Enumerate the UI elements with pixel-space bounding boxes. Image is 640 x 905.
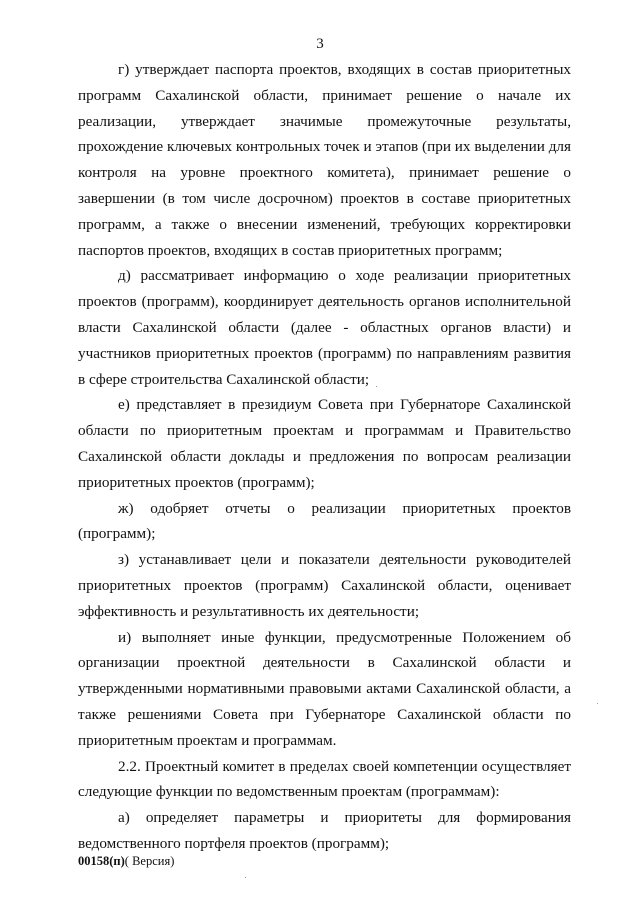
paragraph-i: и) выполняет иные функции, предусмотренные Положением об организации проектной деятельности в Сахалинской области и утвержденными нормативными правовыми актами Сахалинской области, а также решениями Совета при Губернаторе Сахалинской области по приоритетным проектам и программам. xyxy=(78,628,571,749)
paragraph-e: е) представляет в президиум Совета при Губернаторе Сахалинской области по приоритетным проектам и программам и Правительство Сахалинской области доклады и предложения по вопросам реализации приоритетных проектов (программ); xyxy=(78,396,571,491)
scan-speck xyxy=(376,386,377,387)
document-body xyxy=(78,57,571,857)
page-number: 3 xyxy=(316,36,324,52)
document-version: ( Версия) xyxy=(124,854,175,868)
document-footer xyxy=(78,854,174,869)
paragraph-d: д) рассматривает информацию о ходе реализации приоритетных проектов (программ), координирует деятельность органов исполнительной власти Сахалинской области (далее - областных органов власти) и участников приоритетных проектов (программ) по направлениям развития в сфере строительства Сахалинской области; xyxy=(78,267,571,388)
scan-speck xyxy=(245,877,246,878)
paragraph-z: з) устанавливает цели и показатели деятельности руководителей приоритетных проектов (программ) Сахалинской области, оценивает эффективность и результативность их деятельности; xyxy=(78,551,571,620)
paragraph-zh: ж) одобряет отчеты о реализации приоритетных проектов (программ); xyxy=(78,499,571,543)
scan-speck xyxy=(597,703,598,704)
paragraph-2-2: 2.2. Проектный комитет в пределах своей компетенции осуществляет следующие функции по ведомственным проектам (программам): xyxy=(78,757,571,801)
paragraph-g: г) утверждает паспорта проектов, входящих в состав приоритетных программ Сахалинской области, принимает решение о начале их реализации, утверждает значимые промежуточные результаты, прохождение ключевых контрольных точек и этапов (при их выделении для контроля на уровне проектного комитета), принимает решение о завершении (в том числе досрочном) проектов в составе приоритетных программ, а также о внесении изменений, требующих корректировки паспортов проектов, входящих в состав приоритетных программ; xyxy=(78,61,571,259)
paragraph-a: а) определяет параметры и приоритеты для формирования ведомственного портфеля проектов (программ); xyxy=(78,809,571,852)
document-code: 00158(п) xyxy=(78,854,125,868)
